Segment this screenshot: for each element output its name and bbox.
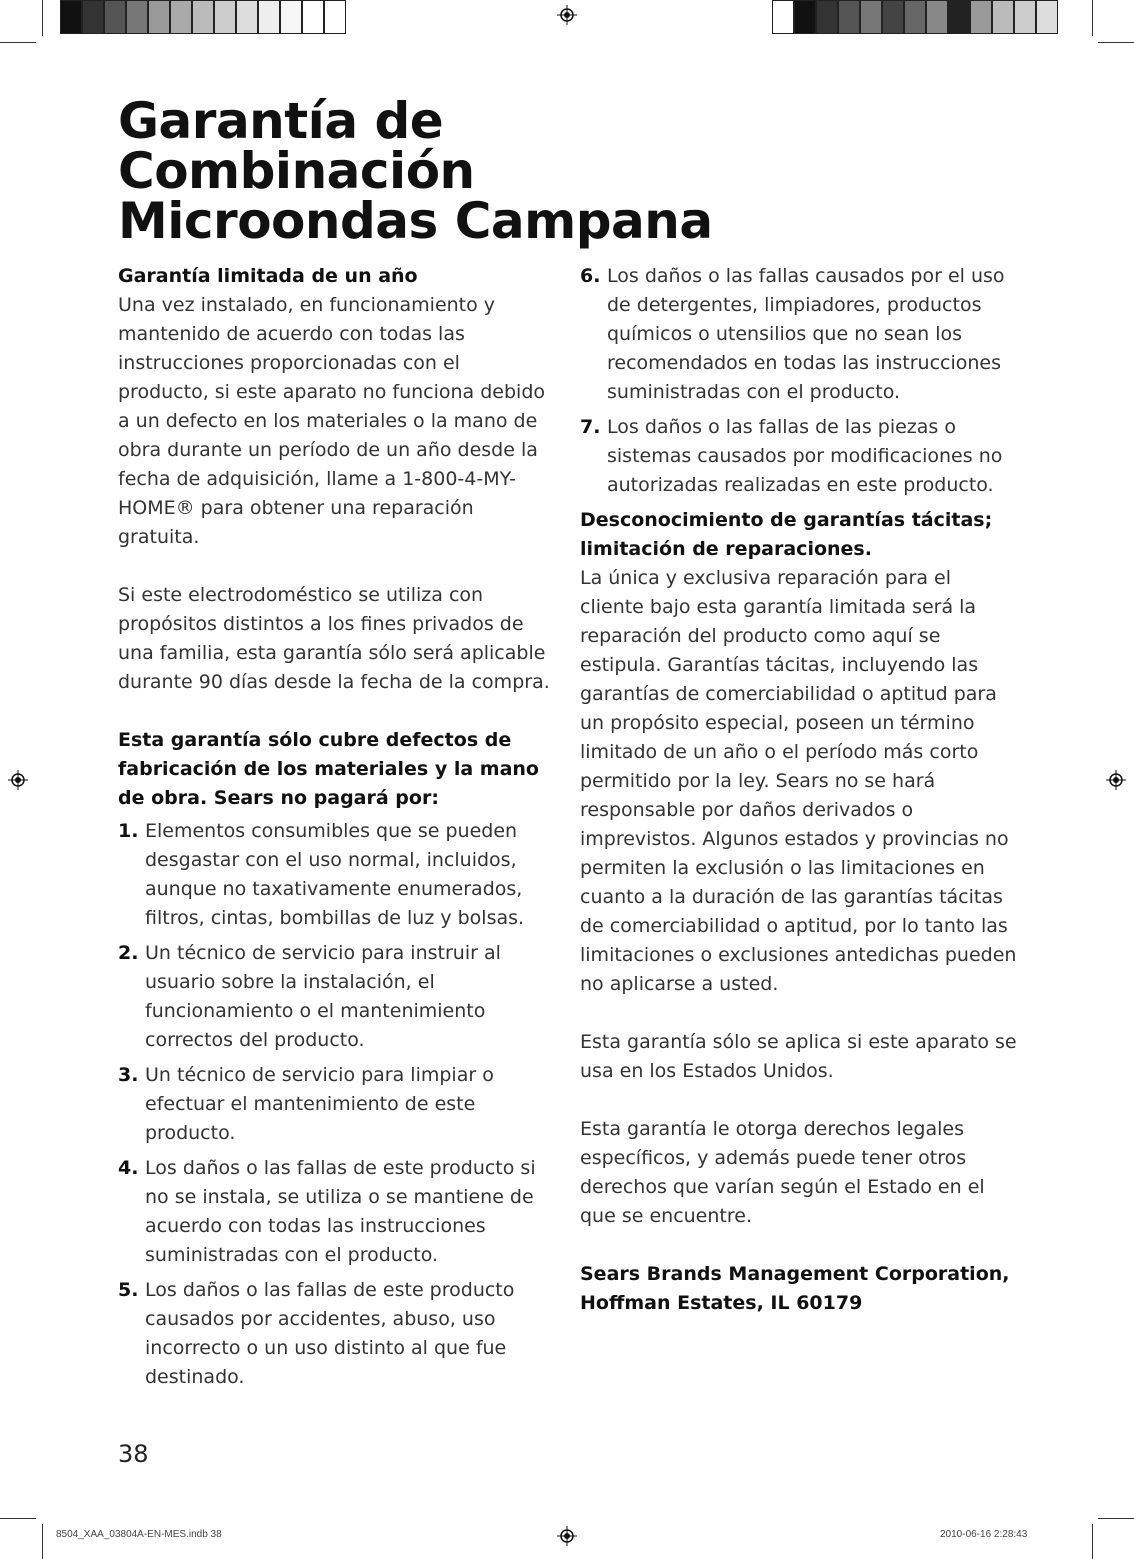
crop-mark xyxy=(1092,1524,1093,1559)
registration-mark-icon xyxy=(1106,770,1126,790)
list-text: Elementos consumibles que se pueden desgastar con el uso normal, incluidos, aunque no taxativamente enumerados, filtros, cintas, bombillas de luz y bolsas. xyxy=(145,820,525,929)
list-number: 5. xyxy=(118,1279,139,1301)
list-number: 2. xyxy=(118,942,139,964)
list-number: 6. xyxy=(580,265,601,287)
list-number: 3. xyxy=(118,1064,139,1086)
list-item xyxy=(118,1154,556,1270)
disclaimer-paragraph: La única y exclusiva reparación para el cliente bajo esta garantía limitada será la reparación del producto como aquí se estipula. Garantías tácitas, incluyendo las garantías de comerciabilidad o aptitud para un propósito especial, poseen un término limitado de un año o el período más corto permitido por la ley. Sears no se hará responsable por daños derivados o imprevistos. Algunos estados y provincias no permiten la exclusión o las limitaciones en cuanto a la duración de las garantías tácitas de comerciabilidad o aptitud, por lo tanto las limitaciones o exclusiones antedichas pueden no aplicarse a usted. xyxy=(580,567,1017,995)
section-heading-disclaimer: Desconocimiento de garantías tácitas; limitación de reparaciones. xyxy=(580,509,993,560)
list-number: 4. xyxy=(118,1157,139,1179)
title-line: Combinación xyxy=(118,142,475,200)
list-number: 1. xyxy=(118,820,139,842)
legal-rights-paragraph: Esta garantía le otorga derechos legales específicos, y además puede tener otros derechos que varían según el Estado en el que se encuentre. xyxy=(580,1118,985,1227)
crop-mark xyxy=(0,42,36,43)
title-line: Garantía de xyxy=(118,92,444,150)
left-column xyxy=(118,262,556,1398)
list-number: 7. xyxy=(580,416,601,438)
list-item xyxy=(118,939,556,1055)
list-text: Los daños o las fallas causados por el uso de detergentes, limpiadores, productos químicos o utensilios que no sean los recomendados en todas las instrucciones suministradas con el producto. xyxy=(607,265,1005,403)
title-line: Microondas Campana xyxy=(118,192,713,250)
list-text: Un técnico de servicio para instruir al usuario sobre la instalación, el funcionamiento o el mantenimiento correctos del producto. xyxy=(145,942,501,1051)
list-text: Los daños o las fallas de este producto si no se instala, se utiliza o se mantiene de acuerdo con todas las instrucciones suministradas con el producto. xyxy=(145,1157,536,1266)
registration-mark-icon xyxy=(8,770,28,790)
warranty-paragraph: Una vez instalado, en funcionamiento y mantenido de acuerdo con todas las instrucciones proporcionadas con el producto, si este aparato no funciona debido a un defecto en los materiales o la mano de obra durante un período de un año desde la fecha de adquisición, llame a 1-800-4-MY-HOME® para obtener una reparación gratuita. xyxy=(118,294,546,548)
grayscale-bar-left xyxy=(60,0,346,34)
section-heading-limited-warranty: Garantía limitada de un año xyxy=(118,265,418,287)
exclusions-list xyxy=(118,817,556,1392)
list-item xyxy=(118,1276,556,1392)
registration-mark-icon xyxy=(557,5,577,25)
page-title xyxy=(118,92,713,250)
slug-timestamp: 2010-06-16 2:28:43 xyxy=(940,1529,1028,1540)
list-text: Un técnico de servicio para limpiar o efectuar el mantenimiento de este producto. xyxy=(145,1064,494,1144)
usa-only-paragraph: Esta garantía sólo se aplica si este aparato se usa en los Estados Unidos. xyxy=(580,1031,1017,1082)
company-address: Hoffman Estates, IL 60179 xyxy=(580,1292,863,1314)
crop-mark xyxy=(42,0,43,36)
registration-mark-icon xyxy=(557,1526,577,1546)
section-heading-exclusions: Esta garantía sólo cubre defectos de fabricación de los materiales y la mano de obra. Sears no pagará por: xyxy=(118,729,539,809)
crop-mark xyxy=(42,1524,43,1559)
exclusions-list-continued xyxy=(580,262,1020,500)
list-text: Los daños o las fallas de este producto causados por accidentes, abuso, uso incorrecto o un uso distinto al que fue destinado. xyxy=(145,1279,515,1388)
crop-mark xyxy=(0,1518,36,1519)
list-text: Los daños o las fallas de las piezas o sistemas causados por modificaciones no autorizadas realizadas en este producto. xyxy=(607,416,1003,496)
crop-mark xyxy=(1098,1518,1134,1519)
company-name: Sears Brands Management Corporation, xyxy=(580,1263,1010,1285)
grayscale-bar-right xyxy=(772,0,1058,34)
crop-mark xyxy=(1092,0,1093,36)
page-number: 38 xyxy=(118,1440,149,1468)
list-item xyxy=(580,413,1020,500)
slug-filename: 8504_XAA_03804A-EN-MES.indb 38 xyxy=(56,1529,222,1540)
household-use-paragraph: Si este electrodoméstico se utiliza con propósitos distintos a los fines privados de una familia, esta garantía sólo será aplicable durante 90 días desde la fecha de la compra. xyxy=(118,584,550,693)
crop-mark xyxy=(1098,42,1134,43)
list-item xyxy=(118,817,556,933)
list-item xyxy=(580,262,1020,407)
right-column xyxy=(580,262,1020,1318)
list-item xyxy=(118,1061,556,1148)
